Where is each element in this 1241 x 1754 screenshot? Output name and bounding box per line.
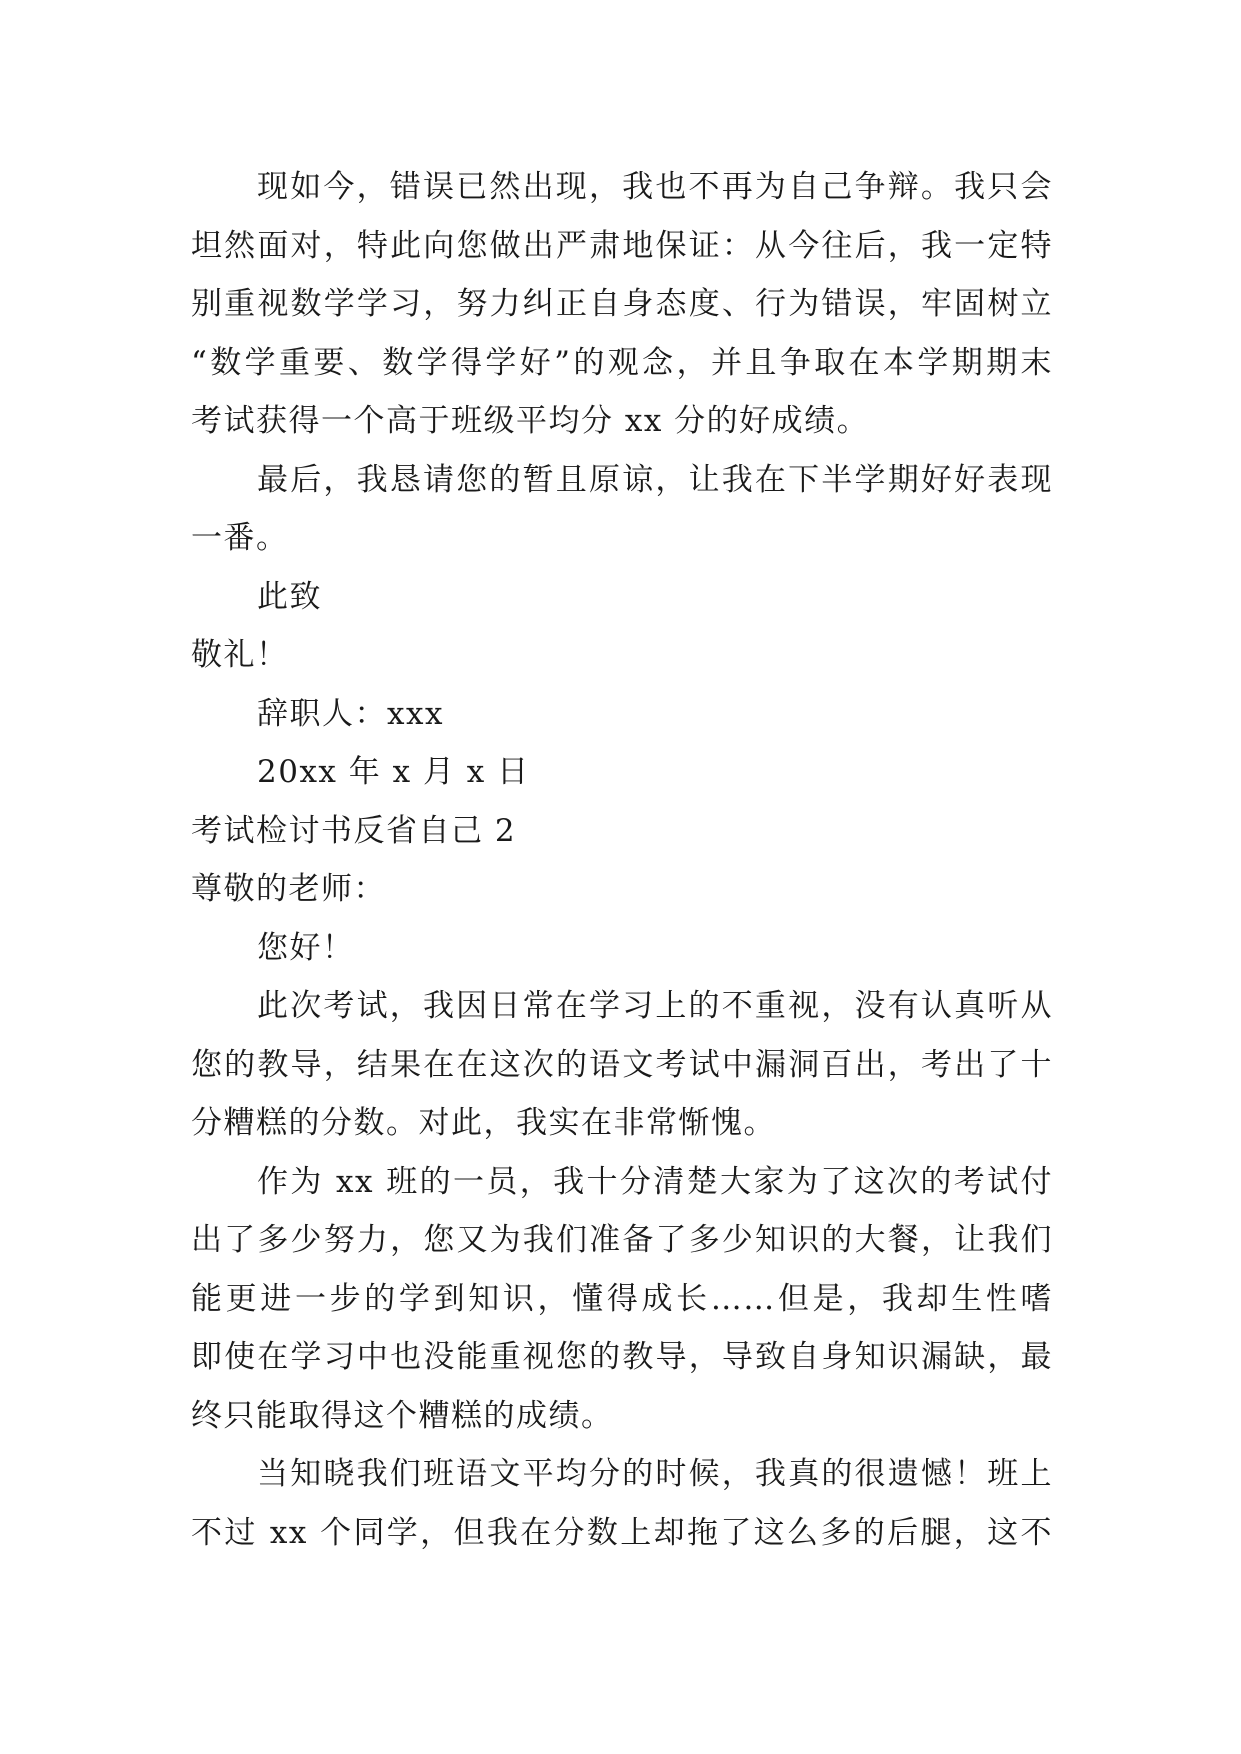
- text-line: 此致: [257, 578, 322, 615]
- text-line: 别重视数学学习，努力纠正自身态度、行为错误，牢固树立: [191, 286, 1053, 322]
- text-line: 一番。: [191, 520, 289, 556]
- text-line: 您的教导，结果在在这次的语文考试中漏洞百出，考出了十: [191, 1046, 1053, 1083]
- text-line: 最后，我恳请您的暂且原谅，让我在下半学期好好表现: [257, 461, 1053, 498]
- text-line: 敬礼！: [191, 637, 289, 673]
- text-line: 终只能取得这个糟糕的成绩。: [191, 1397, 614, 1434]
- text-line: 分糟糕的分数。对此，我实在非常惭愧。: [191, 1105, 776, 1141]
- text-line: “数学重要、数学得学好”的观念，并且争取在本学期期末: [191, 344, 1053, 381]
- text-line: 当知晓我们班语文平均分的时候，我真的很遗憾！班上: [257, 1456, 1053, 1492]
- text-line: 20xx 年 x 月 x 日: [257, 754, 530, 790]
- text-line: 坦然面对，特此向您做出严肃地保证：从今往后，我一定特: [191, 227, 1053, 264]
- text-line: 辞职人：xxx: [257, 695, 444, 732]
- text-line: 即使在学习中也没能重视您的教导，导致自身知识漏缺，最: [191, 1339, 1053, 1375]
- text-line: 考试获得一个高于班级平均分 xx 分的好成绩。: [191, 403, 870, 439]
- text-line: 现如今，错误已然出现，我也不再为自己争辩。我只会: [257, 169, 1053, 205]
- text-line: 出了多少努力，您又为我们准备了多少知识的大餐，让我们: [191, 1222, 1053, 1258]
- text-line: 不过 xx 个同学，但我在分数上却拖了这么多的后腿，这不: [191, 1514, 1053, 1551]
- text-line: 能更进一步的学到知识，懂得成长……但是，我却生性嗜: [191, 1280, 1053, 1317]
- text-line: 此次考试，我因日常在学习上的不重视，没有认真听从: [257, 988, 1053, 1024]
- text-line: 您好！: [257, 929, 355, 966]
- text-line: 尊敬的老师：: [191, 871, 386, 907]
- text-line: 考试检讨书反省自己 2: [191, 812, 517, 849]
- text-line: 作为 xx 班的一员，我十分清楚大家为了这次的考试付: [257, 1163, 1053, 1200]
- document-body: [191, 158, 1053, 1562]
